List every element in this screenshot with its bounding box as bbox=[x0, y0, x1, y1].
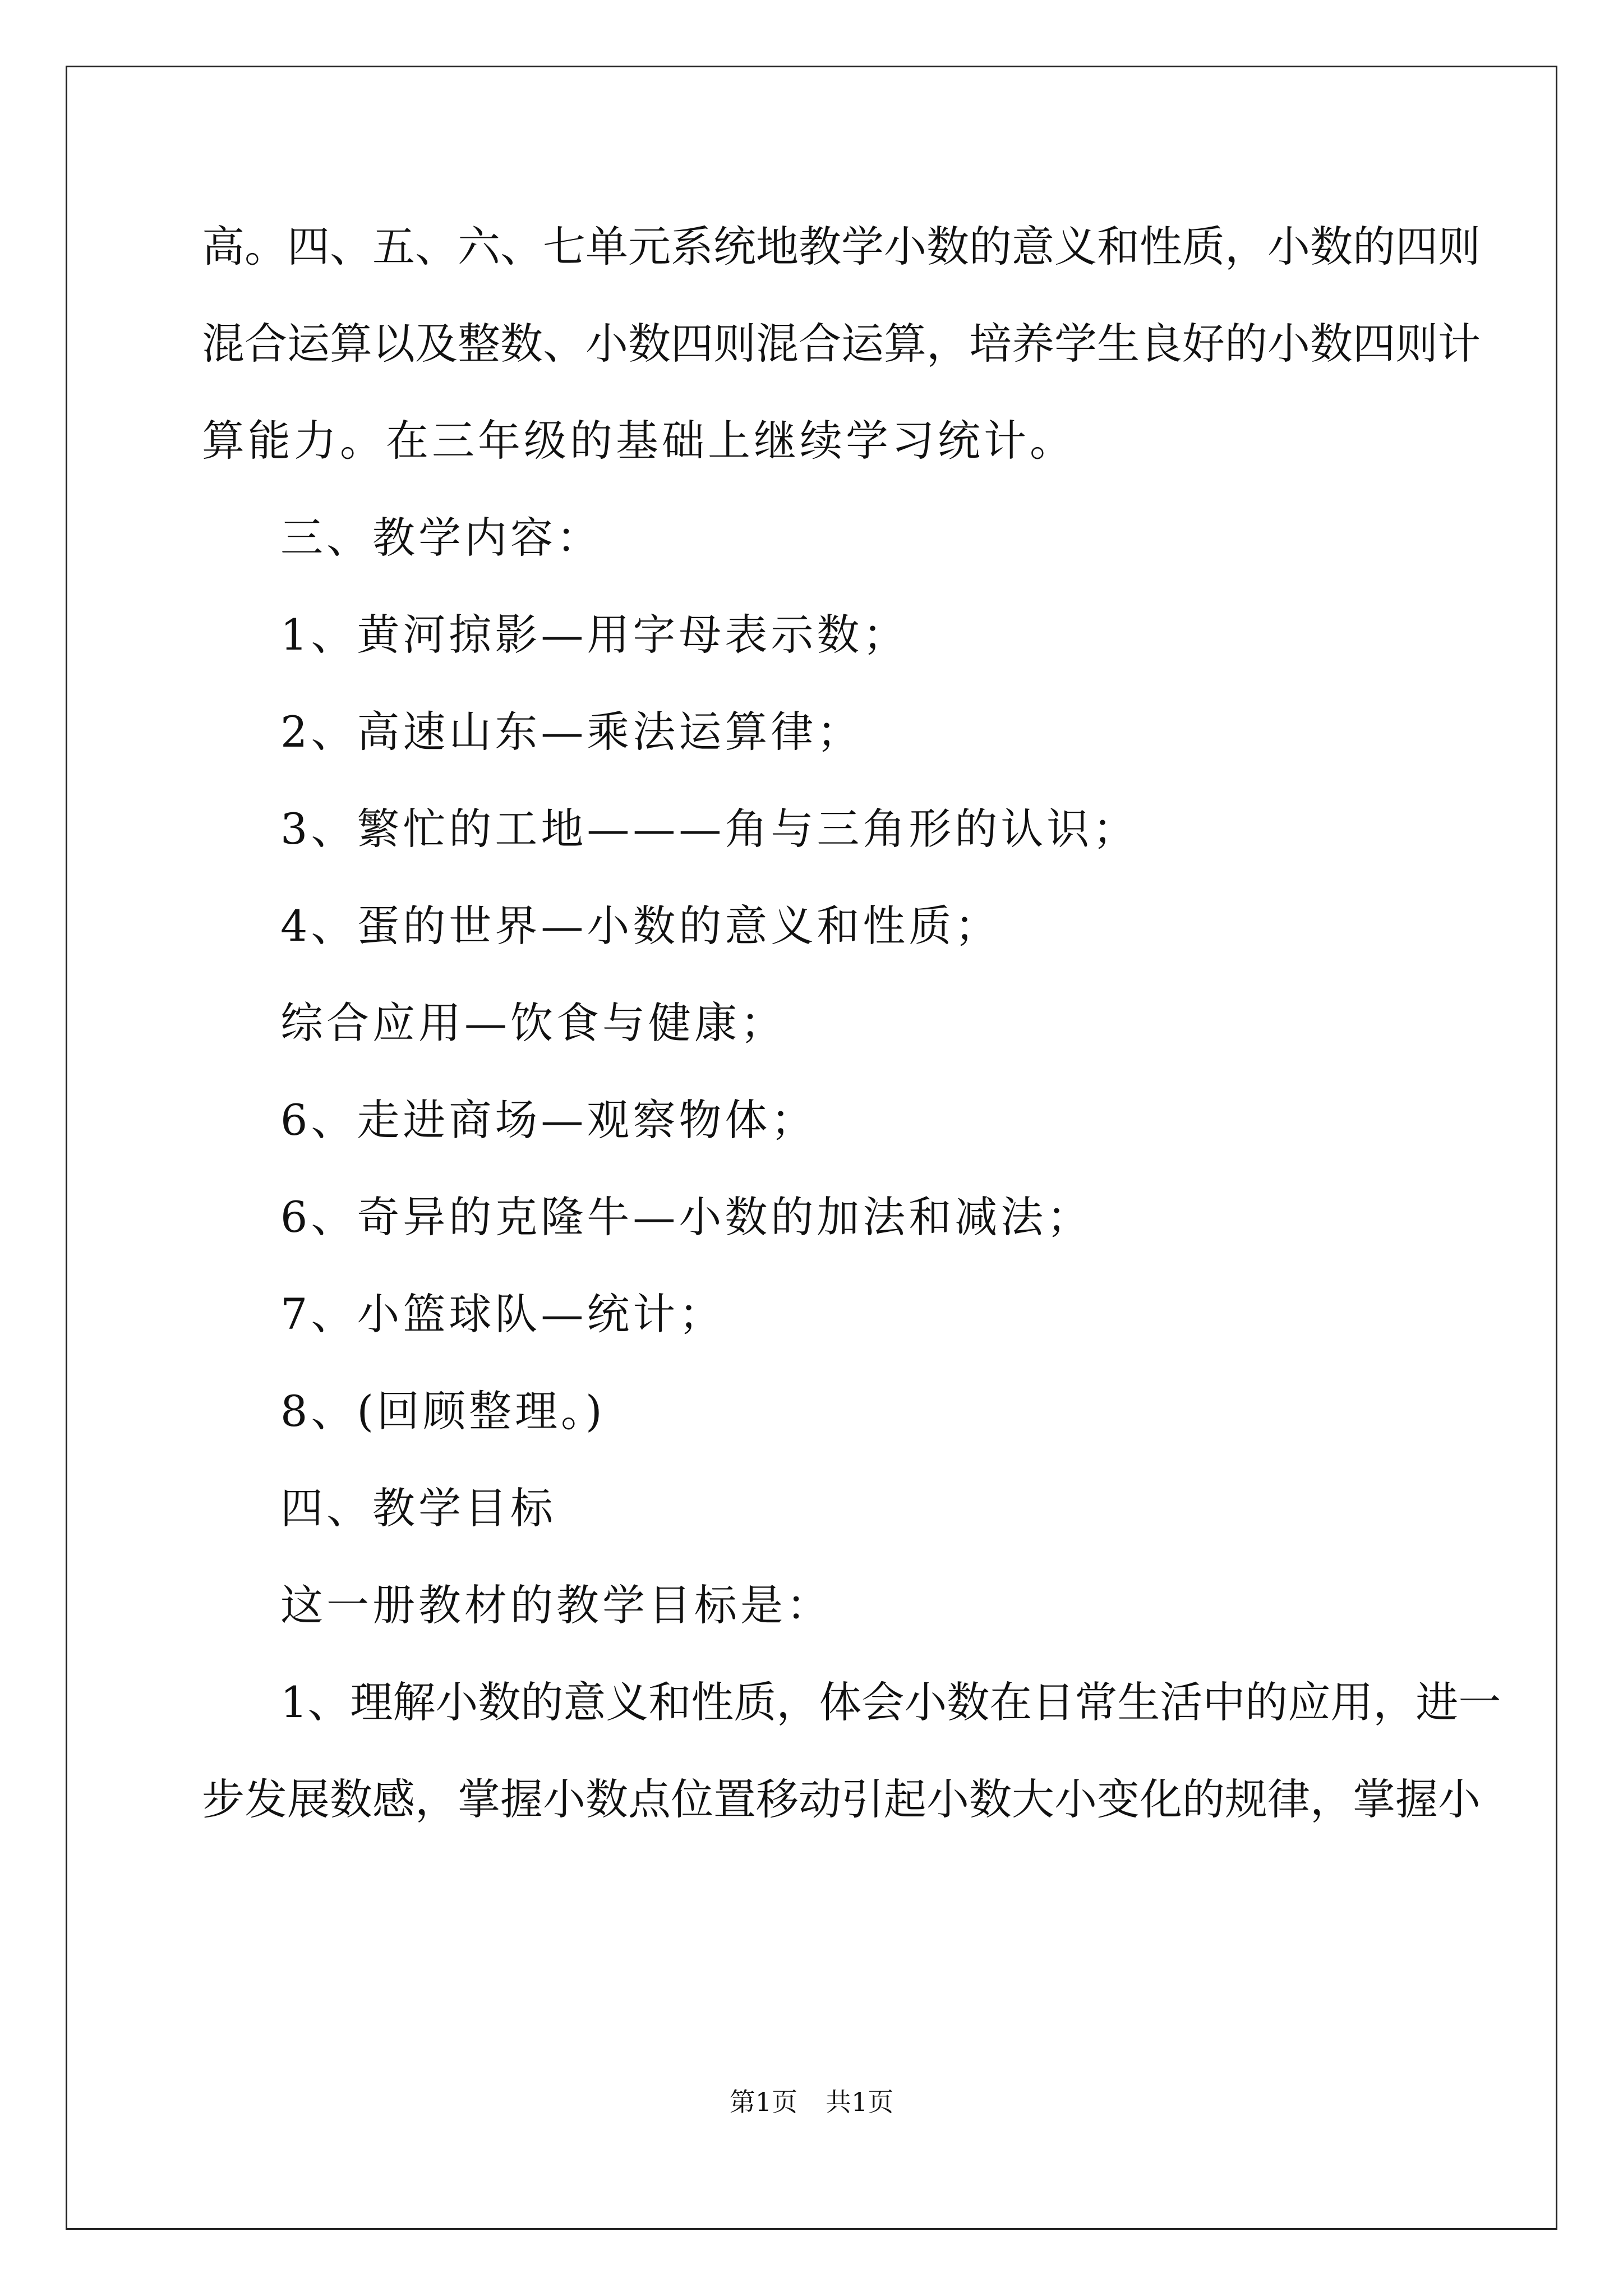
list-item: 综合应用—饮食与健康； bbox=[280, 998, 786, 1048]
paragraph-line: 步发展数感，掌握小数点位置移动引起小数大小变化的规律，掌握小 bbox=[202, 1774, 1481, 1824]
list-item: 1、黄河掠影—用字母表示数； bbox=[280, 610, 909, 660]
section-heading: 四、教学目标 bbox=[280, 1483, 556, 1533]
list-item: 4、蛋的世界—小数的意义和性质； bbox=[280, 901, 1001, 951]
list-item: 6、走进商场—观察物体； bbox=[280, 1095, 817, 1145]
paragraph-line: 高。四、五、六、七单元系统地教学小数的意义和性质，小数的四则 bbox=[202, 222, 1481, 272]
paragraph-line: 1、理解小数的意义和性质，体会小数在日常生活中的应用，进一 bbox=[280, 1677, 1501, 1727]
page-number-total: 共1页 bbox=[826, 2087, 894, 2117]
page-number-current: 第1页 bbox=[729, 2087, 797, 2117]
paragraph-line: 这一册教材的教学目标是： bbox=[280, 1580, 832, 1630]
list-item: 3、繁忙的工地———角与三角形的认识； bbox=[280, 804, 1139, 854]
page-footer bbox=[0, 2085, 1623, 2119]
list-item: 8、(回顾整理。) bbox=[280, 1386, 606, 1436]
page-border bbox=[66, 66, 1557, 2230]
list-item: 2、高速山东—乘法运算律； bbox=[280, 707, 863, 757]
list-item: 7、小篮球队—统计； bbox=[280, 1289, 725, 1339]
paragraph-line: 算能力。在三年级的基础上继续学习统计。 bbox=[202, 416, 1076, 466]
list-item: 6、奇异的克隆牛—小数的加法和减法； bbox=[280, 1192, 1093, 1242]
section-heading: 三、教学内容： bbox=[280, 513, 602, 563]
paragraph-line: 混合运算以及整数、小数四则混合运算，培养学生良好的小数四则计 bbox=[202, 319, 1481, 369]
